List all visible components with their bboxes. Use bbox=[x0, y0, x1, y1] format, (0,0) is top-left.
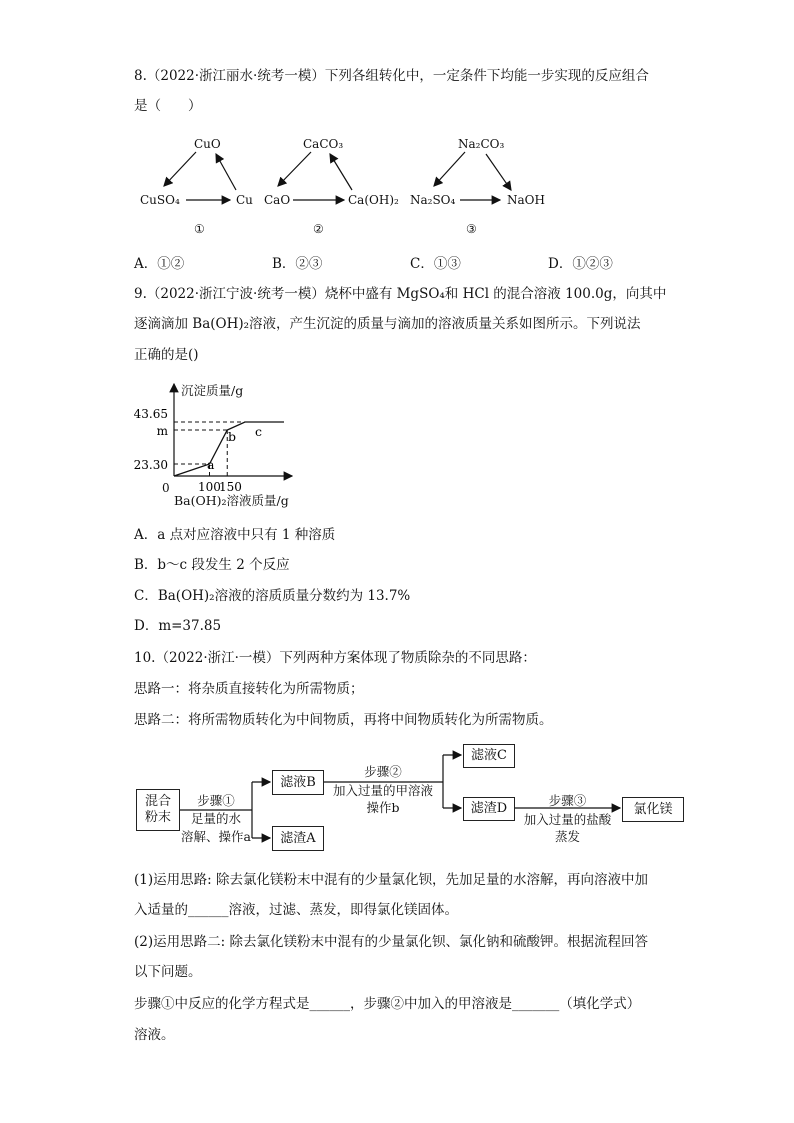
d1-label: ① bbox=[194, 222, 205, 236]
q8-option-d: D．①②③ bbox=[548, 256, 613, 272]
q9-option-d: D．m=37.85 bbox=[134, 618, 222, 634]
box-residue-d: 滤渣D bbox=[463, 797, 515, 821]
y-tick-label-1: m bbox=[156, 424, 168, 438]
step3-line2: 加入过量的盐酸 bbox=[523, 812, 612, 827]
q10-part2-line1: (2)运用思路二: 除去氯化镁粉末中混有的少量氯化钡、氯化钠和硫酸钾。根据流程回答 bbox=[134, 934, 648, 950]
q8-option-b: B．②③ bbox=[272, 256, 323, 272]
step2-line3: 操作b bbox=[366, 800, 400, 815]
q8-stem-line1: 8.（2022·浙江丽水·统考一模）下列各组转化中，一定条件下均能一步实现的反应组合 bbox=[134, 68, 649, 84]
point-label-a: a bbox=[207, 457, 215, 472]
q10-part1-line2: 入适量的______溶液，过滤、蒸发，即得氯化镁固体。 bbox=[134, 902, 458, 918]
step2-line2: 加入过量的甲溶液 bbox=[332, 783, 433, 798]
step3-line3: 蒸发 bbox=[554, 829, 580, 844]
point-label-c: c bbox=[255, 424, 263, 439]
q10-part2-line4: 溶液。 bbox=[134, 1027, 175, 1043]
d1-top: CuO bbox=[194, 137, 221, 151]
q9-stem-line1: 9.（2022·浙江宁波·统考一模）烧杯中盛有 MgSO₄和 HCl 的混合溶液 100.0g，向其中 bbox=[134, 286, 667, 302]
d1-left: CuSO₄ bbox=[140, 193, 180, 207]
d2-right: Ca(OH)₂ bbox=[348, 193, 399, 207]
point-label-b: b bbox=[228, 429, 237, 444]
chart-origin: 0 bbox=[162, 481, 170, 495]
d3-right: NaOH bbox=[507, 193, 545, 207]
d3-left: Na₂SO₄ bbox=[410, 193, 456, 207]
chart-xlabel: Ba(OH)₂溶液质量/g bbox=[174, 493, 289, 508]
d2-label: ② bbox=[313, 222, 324, 236]
step1-line3: 溶解、操作a bbox=[181, 829, 251, 844]
d2-top: CaCO₃ bbox=[303, 137, 344, 151]
q10-part1-line1: (1)运用思路: 除去氯化镁粉末中混有的少量氯化钡，先加足量的水溶解，再向溶液中加 bbox=[134, 872, 648, 888]
q9-option-a: A．a 点对应溶液中只有 1 种溶质 bbox=[134, 527, 336, 543]
d3-label: ③ bbox=[466, 222, 477, 236]
box-residue-a: 滤渣A bbox=[272, 826, 324, 851]
q10-part2-line3: 步骤①中反应的化学方程式是______，步骤②中加入的甲溶液是_______（填化学式） bbox=[134, 996, 641, 1012]
q8-option-a: A．①② bbox=[134, 256, 185, 272]
box-mixed-powder-line1: 混合 bbox=[144, 794, 171, 809]
q9-stem-line3: 正确的是() bbox=[134, 347, 199, 363]
x-tick-label-0: 100 bbox=[198, 480, 221, 494]
q8-stem-line2: 是（ ） bbox=[134, 98, 202, 114]
box-mixed-powder bbox=[136, 789, 180, 831]
y-tick-label-0: 43.65 bbox=[133, 407, 168, 421]
chart-ylabel: 沉淀质量/g bbox=[181, 383, 244, 398]
step1-line2: 足量的水 bbox=[190, 811, 241, 826]
y-tick-label-2: 23.30 bbox=[133, 458, 168, 472]
q10-stem: 10.（2022·浙江·一模）下列两种方案体现了物质除杂的不同思路： bbox=[134, 650, 536, 666]
q8-option-c: C．①③ bbox=[410, 256, 461, 272]
box-mixed-powder-line2: 粉末 bbox=[144, 810, 171, 825]
step3-line1: 步骤③ bbox=[548, 793, 587, 808]
x-tick-label-1: 150 bbox=[219, 480, 242, 494]
q10-part2-line2: 以下问题。 bbox=[134, 964, 202, 980]
step2-line1: 步骤② bbox=[364, 764, 402, 779]
box-magnesium-chloride: 氯化镁 bbox=[622, 797, 684, 822]
q9-stem-line2: 逐滴滴加 Ba(OH)₂溶液，产生沉淀的质量与滴加的溶液质量关系如图所示。下列说法 bbox=[134, 316, 641, 332]
q10-idea1: 思路一：将杂质直接转化为所需物质； bbox=[134, 681, 364, 697]
q9-option-b: B．b～c 段发生 2 个反应 bbox=[134, 557, 290, 573]
step1-line1: 步骤① bbox=[197, 793, 235, 808]
box-filtrate-b: 滤液B bbox=[272, 770, 324, 795]
q9-option-c: C．Ba(OH)₂溶液的溶质质量分数约为 13.7% bbox=[134, 588, 411, 604]
box-filtrate-c: 滤液C bbox=[463, 744, 515, 768]
d2-left: CaO bbox=[264, 193, 291, 207]
q10-idea2: 思路二：将所需物质转化为中间物质，再将中间物质转化为所需物质。 bbox=[134, 712, 553, 728]
d3-top: Na₂CO₃ bbox=[458, 137, 505, 151]
d1-right: Cu bbox=[236, 193, 253, 207]
